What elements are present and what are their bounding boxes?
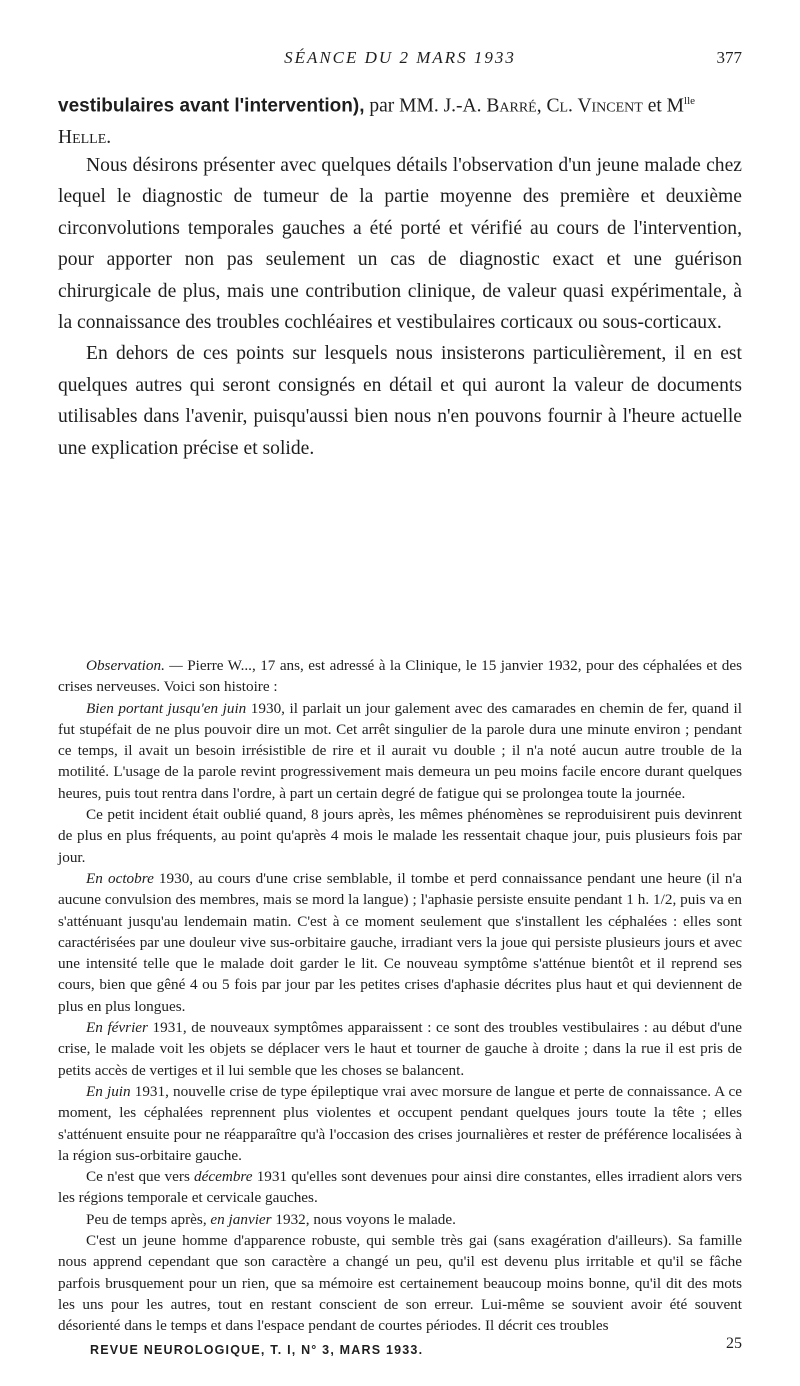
title-end: . <box>106 126 112 148</box>
paragraph-lead: Bien portant jusqu'en juin <box>86 699 247 717</box>
authors-prefix: par MM. J.-A. <box>369 95 482 117</box>
running-head-title: SÉANCE DU 2 MARS 1933 <box>284 48 516 67</box>
paragraph-lead: Observation. — <box>86 657 183 674</box>
author-barre: Barré <box>486 95 537 117</box>
paragraph-text: Pierre W..., 17 ans, est adressé à la Clinique, le 15 janvier 1932, pour des céphalées et des crises nerveuses. Voici son histoire : <box>58 657 742 696</box>
paragraph <box>58 868 742 1017</box>
paragraph-lead: En juin <box>86 1082 131 1100</box>
paragraph <box>58 1017 742 1081</box>
paragraph <box>58 655 742 698</box>
paragraph: Nous désirons présenter avec quelques détails l'observation d'un jeune malade chez lequel le diagnostic de tumeur de la partie moyenne des première et deuxième circonvolutions temporales gauches a été porté et vérifié au cours de l'intervention, pour apporter non pas seulement un cas de diagnostic exact et une guérison chirurgicale de plus, mais une contribution clinique, de valeur quasi expérimentale, à la connaissance des troubles cochléaires et vestibulaires corticaux ou sous-corticaux. <box>58 155 742 334</box>
page-footer <box>90 1335 742 1367</box>
paragraph <box>58 1166 742 1209</box>
title-bold-fragment: vestibulaires avant l'intervention), <box>58 95 365 117</box>
page-number: 377 <box>716 48 742 67</box>
paragraph: En dehors de ces points sur lesquels nous insisterons particulièrement, il en est quelques autres qui seront consignés en détail et qui auront la valeur de documents utilisables dans l'avenir, puisqu'aussi bien nous n'en pouvons fournir à l'heure actuelle une explication précise et solide. <box>58 343 742 459</box>
paragraph-lead: En février <box>86 1019 148 1037</box>
paragraph-text: Ce petit incident était oublié quand, 8 jours après, les mêmes phénomènes se reproduisirent puis devinrent de plus en plus fréquents, au point qu'après 4 mois le malade les ressentait chaque jour, puis plusieurs fois par jour. <box>58 806 742 866</box>
paragraph-text: 1931, nouvelle crise de type épileptique vrai avec morsure de langue et perte de connaissance. A ce moment, les céphalées reprennent plus violentes et occupent pendant quelques jours toute la tête ; elles s'atténuent ensuite pour ne réapparaître qu'à l'occasion des crises journalières et rester de préférence localisées à la région sus-orbitaire gauche. <box>58 1082 743 1164</box>
paragraph-date: en janvier <box>210 1210 272 1228</box>
paragraph-text: 1931 qu'elles sont devenues pour ainsi dire constantes, elles irradient alors vers les régions temporale et cervicale gauches. <box>58 1168 742 1207</box>
journal-citation: REVUE NEUROLOGIQUE, T. I, N° 3, MARS 1933. <box>90 1343 424 1357</box>
paragraph <box>58 1209 742 1230</box>
signature-mark: 25 <box>726 1335 742 1352</box>
observation-text <box>58 655 742 1337</box>
paragraph <box>58 804 742 868</box>
author-separator-2: et M <box>647 95 685 117</box>
author-vincent: Cl. Vincent <box>546 95 643 117</box>
paragraph-text: 1932, nous voyons le malade. <box>271 1210 456 1228</box>
paragraph-text: 1930, au cours d'une crise semblable, il tombe et perd connaissance pendant une heure (il n'a aucune convulsion des membres, mais se mord la langue) ; l'aphasie persiste ensuite pendant 1 h. 1/2, puis va en s'atténuant jusqu'au lendemain matin. C'est à ce moment seulement que s'installent les céphalées : elles sont caractérisées par une douleur vive sus-orbitaire gauche, irradiant vers la joue qui persiste plusieurs jours et avec une intensité telle que le malade doit garder le lit. Ce nouveau symptôme s'atténue bientôt et il reprend ses cours, bien que gêné 4 ou 5 fois par jour par les petites crises d'aphasie décrites plus haut et qui deviennent de plus en plus longues. <box>58 869 743 1015</box>
paragraph <box>58 1081 742 1166</box>
paragraph-text: Ce n'est que vers <box>86 1168 195 1186</box>
paragraph <box>58 1230 742 1336</box>
paragraph <box>58 698 742 804</box>
running-head <box>58 48 742 72</box>
title-continuation <box>58 86 742 153</box>
paragraph-text: C'est un jeune homme d'apparence robuste, qui semble très gai (sans exagération d'ailleurs). Sa famille nous apprend cependant que son caractère a changé un peu, qu'il est devenu plus irritable et qu'il se fâche parfois brusquement pour un rien, que sa mémoire est certainement beaucoup moins bonne, qu'il dit des mots les uns pour les autres, tout en restant conscient de son erreur. Lui-même se souvient avoir été souvent désorienté dans le temps et dans l'espace pendant de courtes périodes. Il décrit ces troubles <box>58 1232 742 1335</box>
author-separator: , <box>536 95 542 117</box>
paragraph-text: Peu de temps après, <box>86 1210 211 1228</box>
paragraph-date: décembre <box>194 1168 253 1186</box>
author-helle: Helle <box>58 126 107 148</box>
author-title-superscript: lle <box>684 95 696 107</box>
paragraph-lead: En octobre <box>86 869 154 887</box>
paragraph-text: 1930, il parlait un jour galement avec des camarades en chemin de fer, quand il fut stupéfait de ne plus pouvoir dire un mot. Cet arrêt singulier de la parole dura une minute environ ; pendant ce temps, il avait un besoin irrésistible de rire et il aurait vu double ; il n'a noté aucun autre trouble de la motilité. L'usage de la parole revint progressivement mais demeura un peu moins facile encore durant quelques heures, puis tout rentra dans l'ordre, à part un certain degré de fatigue qui se prolongea toute la journée. <box>58 699 742 802</box>
paragraph-text: 1931, de nouveaux symptômes apparaissent : ce sont des troubles vestibulaires : au début d'une crise, le malade voit les objets se déplacer vers le haut et tourner de gauche à droite ; dans la rue il est pris de petits accès de vertiges et il lui semble que les choses se balancent. <box>58 1019 742 1079</box>
introduction-text <box>58 150 742 464</box>
